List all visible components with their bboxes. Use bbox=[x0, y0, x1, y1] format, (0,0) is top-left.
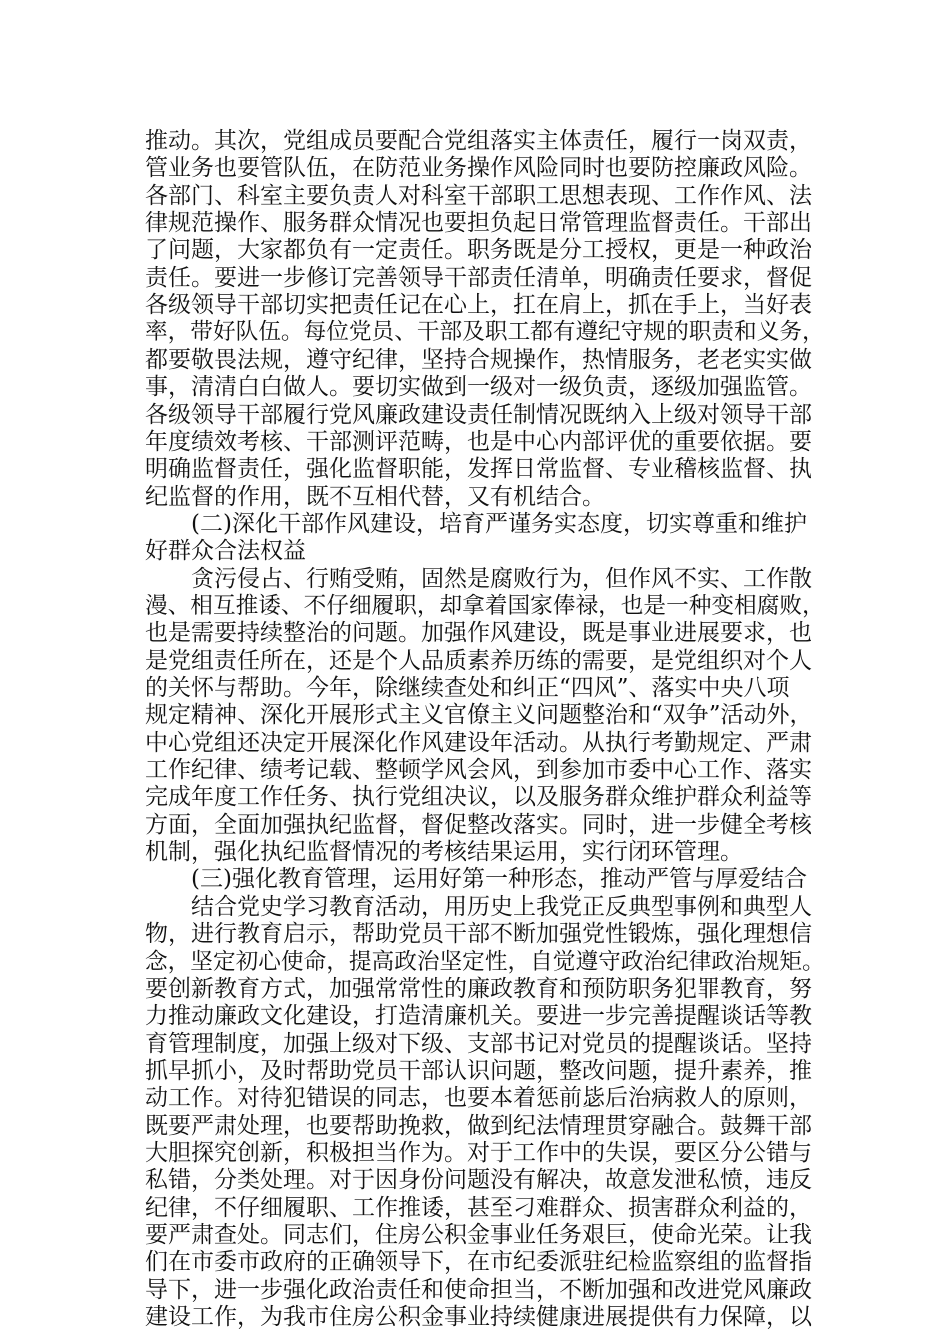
text-line: 纪律，不仔细履职、工作推诿，甚至刁难群众、损害群众利益的， bbox=[145, 1194, 812, 1221]
text-line: 完成年度工作任务、执行党组决议，以及服务群众维护群众利益等 bbox=[145, 784, 812, 811]
text-line: 漫、相互推诿、不仔细履职，却拿着国家俸禄，也是一种变相腐败， bbox=[145, 592, 825, 619]
text-line: 了问题，大家都负有一定责任。职务既是分工授权，更是一种政治 bbox=[145, 237, 812, 264]
text-line: 事，清清白白做人。要切实做到一级对一级负责，逐级加强监管。 bbox=[145, 374, 812, 401]
text-line: 育管理制度，加强上级对下级、支部书记对党员的提醒谈话。坚持 bbox=[145, 1030, 812, 1057]
text-line: 们在市委市政府的正确领导下，在市纪委派驻纪检监察组的监督指 bbox=[145, 1249, 812, 1276]
text-line: 中心党组还决定开展深化作风建设年活动。从执行考勤规定、严肃 bbox=[145, 729, 812, 756]
text-line: 贪污侵占、行贿受贿，固然是腐败行为，但作风不实、工作散 bbox=[145, 565, 812, 592]
text-line: 要严肃查处。同志们，住房公积金事业任务艰巨，使命光荣。让我 bbox=[145, 1222, 812, 1248]
text-line: 抓早抓小，及时帮助党员干部认识问题，整改问题，提升素养，推 bbox=[145, 1057, 812, 1084]
text-line: 各级领导干部切实把责任记在心上，扛在肩上，抓在手上，当好表 bbox=[145, 292, 812, 319]
text-line: 明确监督责任，强化监督职能，发挥日常监督、专业稽核监督、执 bbox=[145, 456, 812, 483]
text-line: 导下，进一步强化政治责任和使命担当，不断加强和改进党风廉政 bbox=[145, 1276, 812, 1303]
text-line: 动工作。对待犯错误的同志，也要本着惩前毖后治病救人的原则， bbox=[145, 1085, 812, 1112]
text-line: 年度绩效考核、干部测评范畴，也是中心内部评优的重要依据。要 bbox=[145, 428, 812, 455]
text-line: 方面，全面加强执纪监督，督促整改落实。同时，进一步健全考核 bbox=[145, 811, 812, 838]
text-line: 管业务也要管队伍，在防范业务操作风险同时也要防控廉政风险。 bbox=[145, 155, 812, 182]
text-line: 大胆探究创新，积极担当作为。对于工作中的失误，要区分公错与 bbox=[145, 1139, 812, 1166]
text-line: 私错，分类处理。对于因身份问题没有解决，故意发泄私愤，违反 bbox=[145, 1167, 812, 1194]
text-line: 工作纪律、绩考记载、整顿学风会风，到参加市委中心工作、落实 bbox=[145, 757, 812, 784]
text-line: 力推动廉政文化建设，打造清廉机关。要进一步完善提醒谈话等教 bbox=[145, 1003, 812, 1030]
text-line: 既要严肃处理，也要帮助挽救，做到纪法情理贯穿融合。鼓舞干部 bbox=[145, 1112, 812, 1139]
text-line: 要创新教育方式，加强常常性的廉政教育和预防职务犯罪教育，努 bbox=[145, 975, 812, 1002]
text-line: 率，带好队伍。每位党员、干部及职工都有遵纪守规的职责和义务， bbox=[145, 319, 825, 346]
text-line: 物，进行教育启示，帮助党员干部不断加强党性锻炼，强化理想信 bbox=[145, 921, 812, 948]
text-line: 纪监督的作用，既不互相代替，又有机结合。 bbox=[145, 483, 605, 510]
text-line: 是党组责任所在，还是个人品质素养历练的需要，是党组织对个人 bbox=[145, 647, 812, 674]
text-line: 各部门、科室主要负责人对科室干部职工思想表现、工作作风、法 bbox=[145, 182, 812, 209]
text-line: 推动。其次，党组成员要配合党组落实主体责任，履行一岗双责， bbox=[145, 128, 812, 154]
text-line: 也是需要持续整治的问题。加强作风建设，既是事业进展要求，也 bbox=[145, 620, 812, 647]
text-line: 规定精神、深化开展形式主义官僚主义问题整治和“双争”活动外， bbox=[145, 702, 813, 729]
text-line: 都要敬畏法规，遵守纪律，坚持合规操作，热情服务，老老实实做 bbox=[145, 346, 812, 373]
text-line: (三)强化教育管理，运用好第一种形态，推动严管与厚爱结合 bbox=[145, 866, 807, 893]
text-line: 好群众合法权益 bbox=[145, 538, 306, 565]
text-line: (二)深化干部作风建设，培育严谨务实态度，切实尊重和维护 bbox=[145, 510, 807, 537]
text-line: 念，坚定初心使命，提高政治坚定性，自觉遵守政治纪律政治规矩。 bbox=[145, 948, 825, 975]
text-line: 机制，强化执纪监督情况的考核结果运用，实行闭环管理。 bbox=[145, 839, 743, 866]
text-line: 各级领导干部履行党风廉政建设责任制情况既纳入上级对领导干部 bbox=[145, 401, 812, 428]
text-line: 的关怀与帮助。今年，除继续查处和纠正“四风”、落实中央八项 bbox=[145, 675, 790, 701]
text-line: 律规范操作、服务群众情况也要担负起日常管理监督责任。干部出 bbox=[145, 210, 812, 237]
text-line: 责任。要进一步修订完善领导干部责任清单，明确责任要求，督促 bbox=[145, 264, 812, 291]
text-line: 结合党史学习教育活动，用历史上我党正反典型事例和典型人 bbox=[145, 893, 812, 920]
text-line: 建设工作，为我市住房公积金事业持续健康进展提供有力保障，以 bbox=[145, 1304, 812, 1331]
